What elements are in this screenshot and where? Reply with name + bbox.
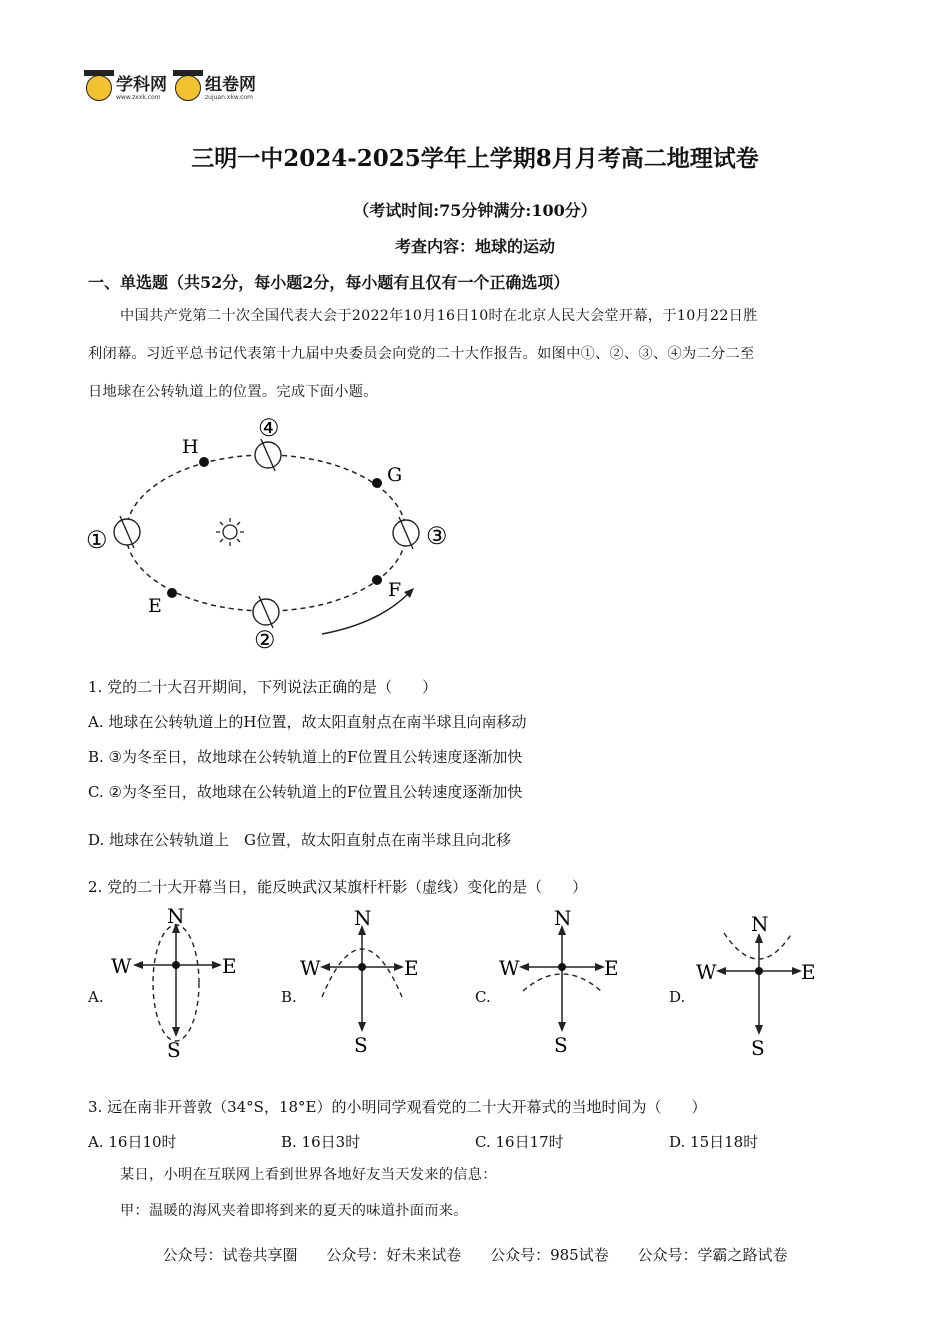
label-e: E	[148, 595, 162, 617]
footer-item: 公众号：985试卷	[490, 1246, 609, 1264]
orbit-ellipse	[126, 455, 406, 611]
dir-e: E	[222, 954, 237, 978]
q2-option-d-label[interactable]: D.	[669, 988, 686, 1006]
footer	[0, 1244, 950, 1265]
site-logo	[86, 70, 256, 106]
q2-option-c-label[interactable]: C.	[475, 988, 491, 1006]
logo-url-2: zujuan.xkw.com	[205, 94, 253, 101]
q2-option-c-diagram	[493, 905, 633, 1060]
q2-option-b-label[interactable]: B.	[281, 988, 297, 1006]
dir-e: E	[604, 956, 619, 980]
dir-w: W	[499, 956, 520, 980]
question-1-stem: 1. 党的二十大召开期间，下列说法正确的是（ ）	[88, 678, 438, 696]
passage-2-line-1: 某日，小明在互联网上看到世界各地好友当天发来的信息：	[120, 1167, 497, 1183]
dir-e: E	[404, 956, 419, 980]
intro-paragraph	[88, 297, 868, 411]
q1-option-b[interactable]: B. ③为冬至日，故地球在公转轨道上的F位置且公转速度逐渐加快	[88, 748, 523, 766]
exam-title: 三明一中2024-2025学年上学期8月月考高二地理试卷	[191, 145, 759, 172]
exam-info: （考试时间:75分钟满分:100分）	[353, 201, 597, 220]
logo-url-1: www.zxxk.com	[116, 94, 161, 101]
q3-option-b[interactable]: B. 16日3时	[281, 1133, 361, 1151]
mascot-icon	[86, 75, 112, 101]
q2-option-a-label[interactable]: A.	[88, 988, 104, 1006]
dir-w: W	[300, 956, 321, 980]
dir-n: N	[751, 912, 769, 936]
mascot-icon	[175, 75, 201, 101]
q1-option-d[interactable]: D. 地球在公转轨道上 G位置，故太阳直射点在南半球且向北移	[88, 831, 512, 849]
passage-2	[88, 1157, 868, 1229]
label-pos-2: ②	[254, 626, 276, 654]
q1-option-c[interactable]: C. ②为冬至日，故地球在公转轨道上的F位置且公转速度逐渐加快	[88, 783, 523, 801]
label-pos-4: ④	[258, 414, 280, 442]
exam-scope: 考查内容：地球的运动	[394, 237, 555, 256]
label-pos-1: ①	[86, 526, 108, 554]
dir-s: S	[751, 1036, 765, 1060]
q2-option-d-diagram	[688, 905, 828, 1060]
label-h: H	[182, 436, 199, 458]
footer-item: 公众号：学霸之路试卷	[637, 1246, 788, 1264]
dir-n: N	[354, 906, 372, 930]
intro-line-3: 日地球在公转轨道上的位置。完成下面小题。	[88, 384, 378, 400]
logo-brand-2	[205, 75, 256, 101]
q2-option-b-diagram	[294, 905, 434, 1060]
dir-n: N	[554, 906, 572, 930]
q3-option-a[interactable]: A. 16日10时	[88, 1133, 177, 1151]
intro-line-2: 利闭幕。习近平总书记代表第十九届中央委员会向党的二十大作报告。如图中①、②、③、④为二分二至	[88, 346, 755, 362]
orbit-point-e	[167, 588, 177, 598]
dir-n: N	[167, 905, 185, 928]
label-g: G	[387, 464, 403, 486]
q1-option-a[interactable]: A. 地球在公转轨道上的H位置，故太阳直射点在南半球且向南移动	[88, 713, 527, 731]
dir-s: S	[554, 1033, 568, 1057]
dir-w: W	[111, 954, 132, 978]
orbit-point-f	[372, 575, 382, 585]
dir-e: E	[801, 960, 816, 984]
q3-option-d[interactable]: D. 15日18时	[669, 1133, 759, 1151]
section-heading: 一、单选题（共52分，每小题2分，每小题有且仅有一个正确选项）	[88, 273, 570, 292]
question-3-stem: 3. 远在南非开普敦（34°S，18°E）的小明同学观看党的二十大开幕式的当地时间为（ ）	[88, 1098, 707, 1116]
orbit-point-g	[372, 478, 382, 488]
dir-s: S	[354, 1033, 368, 1057]
dir-w: W	[696, 960, 717, 984]
question-2-stem: 2. 党的二十大开幕当日，能反映武汉某旗杆杆影（虚线）变化的是（ ）	[88, 878, 588, 896]
sun-icon	[216, 518, 244, 546]
logo-name-1: 学科网	[116, 75, 167, 95]
label-f: F	[388, 579, 402, 601]
orbit-diagram	[80, 408, 470, 658]
q3-option-c[interactable]: C. 16日17时	[475, 1133, 564, 1151]
dir-s: S	[167, 1038, 181, 1060]
q2-option-a-diagram	[105, 905, 245, 1060]
intro-line-1: 中国共产党第二十次全国代表大会于2022年10月16日10时在北京人民大会堂开幕，于10月22日胜	[120, 308, 758, 324]
passage-2-line-2: 甲：温暖的海风夹着即将到来的夏天的味道扑面而来。	[120, 1203, 468, 1219]
footer-item: 公众号：好未来试卷	[326, 1246, 462, 1264]
logo-brand-1	[116, 75, 167, 101]
label-pos-3: ③	[426, 522, 448, 550]
logo-name-2: 组卷网	[205, 75, 256, 95]
footer-item: 公众号：试卷共享圈	[162, 1246, 298, 1264]
orbit-point-h	[199, 457, 209, 467]
